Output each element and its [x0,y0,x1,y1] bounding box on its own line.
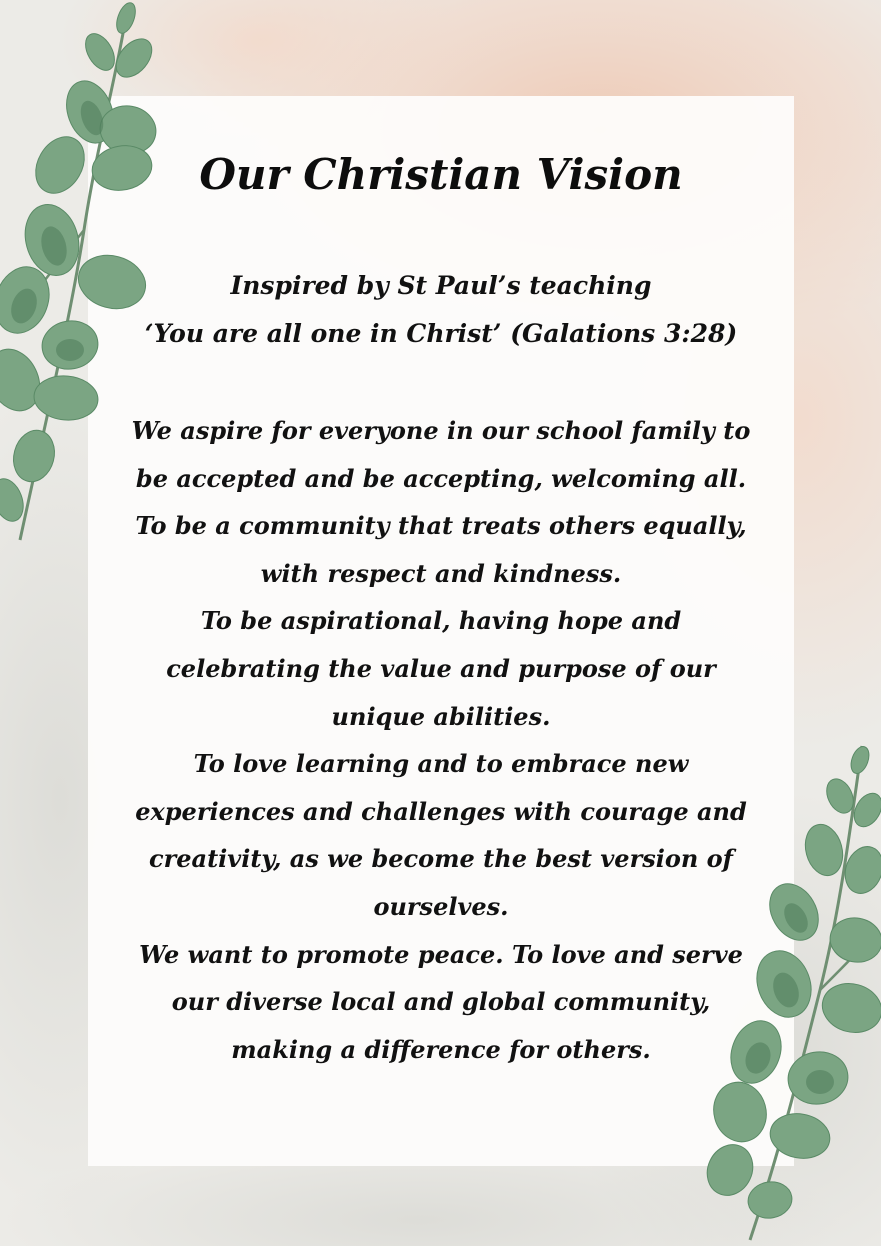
vision-line: To be aspirational, having hope and [200,606,682,636]
vision-line: We want to promote peace. To love and serve [139,939,743,969]
vision-line: unique abilities. [331,701,551,731]
vision-line: experiences and challenges with courage and [135,796,747,826]
vision-line: ourselves. [373,891,509,921]
vision-line: To love learning and to embrace new [193,749,689,779]
vision-line: be accepted and be accepting, welcoming all. [135,463,747,493]
vision-line: creativity, as we become the best version of [149,844,733,874]
vision-line: making a difference for others. [231,1034,651,1064]
scripture-subtitle [88,262,794,358]
page-title: Our Christian Vision [199,150,683,199]
vision-line: To be a community that treats others equally, [135,511,747,541]
vision-line: with respect and kindness. [260,558,622,588]
vision-line: We aspire for everyone in our school family to [131,416,751,445]
vision-line: celebrating the value and purpose of our [166,653,716,683]
vision-line: our diverse local and global community, [171,987,711,1017]
subtitle-line: Inspired by St Paul’s teaching [230,271,652,300]
subtitle-line: ‘You are all one in Christ’ (Galations 3:28) [144,319,738,348]
vision-statement [120,407,762,1073]
